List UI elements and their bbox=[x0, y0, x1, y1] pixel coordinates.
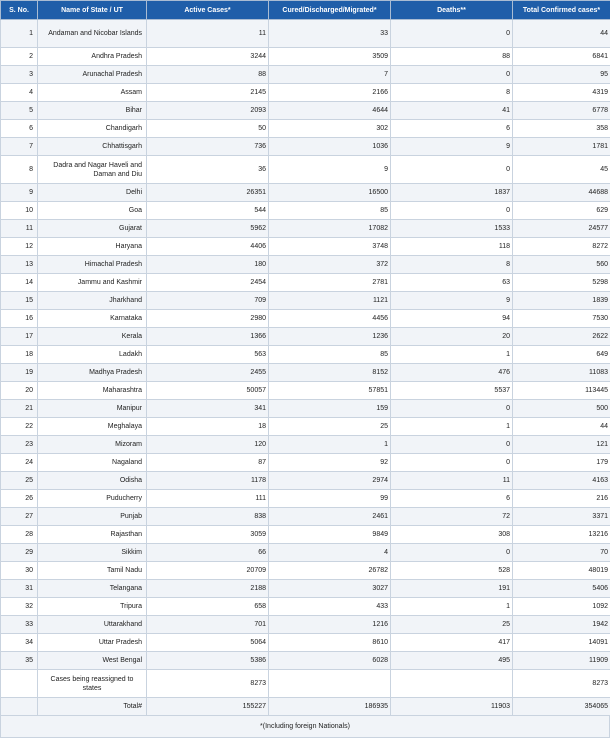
cell-deaths: 1 bbox=[391, 418, 513, 436]
cell-sno: 20 bbox=[1, 382, 38, 400]
cell-state: Rajasthan bbox=[38, 526, 147, 544]
cell-total: 1781 bbox=[513, 138, 610, 156]
cell-active: 18 bbox=[147, 418, 269, 436]
cell-state: Assam bbox=[38, 84, 147, 102]
cell-sno: 32 bbox=[1, 598, 38, 616]
cell-sno: 16 bbox=[1, 310, 38, 328]
cell-deaths: 417 bbox=[391, 634, 513, 652]
cell-active: 341 bbox=[147, 400, 269, 418]
cell-state: Tripura bbox=[38, 598, 147, 616]
table-row bbox=[1, 508, 610, 526]
cell-deaths: 0 bbox=[391, 20, 513, 48]
cell-active: 5064 bbox=[147, 634, 269, 652]
cell-state: Himachal Pradesh bbox=[38, 256, 147, 274]
cell-total: 11083 bbox=[513, 364, 610, 382]
header-total: Total Confirmed cases* bbox=[513, 1, 610, 20]
table-row bbox=[1, 202, 610, 220]
cell-state: Maharashtra bbox=[38, 382, 147, 400]
cell-total: 113445 bbox=[513, 382, 610, 400]
cell-active: 2188 bbox=[147, 580, 269, 598]
cell-total: 13216 bbox=[513, 526, 610, 544]
table-row bbox=[1, 256, 610, 274]
table-row bbox=[1, 238, 610, 256]
cell-deaths: 0 bbox=[391, 400, 513, 418]
cell-cured: 17082 bbox=[269, 220, 391, 238]
cell-sno: 33 bbox=[1, 616, 38, 634]
cell-cured: 25 bbox=[269, 418, 391, 436]
cell-total: 5298 bbox=[513, 274, 610, 292]
cell-cured: 16500 bbox=[269, 184, 391, 202]
cell-sno: 27 bbox=[1, 508, 38, 526]
cell-active: 120 bbox=[147, 436, 269, 454]
cell-cured: 1 bbox=[269, 436, 391, 454]
cell-state: Arunachal Pradesh bbox=[38, 66, 147, 84]
cell-sno: 30 bbox=[1, 562, 38, 580]
cell-total: 4163 bbox=[513, 472, 610, 490]
cell-cured: 302 bbox=[269, 120, 391, 138]
table-row bbox=[1, 616, 610, 634]
cell-sno: 3 bbox=[1, 66, 38, 84]
cell-total: 1839 bbox=[513, 292, 610, 310]
cell-deaths: 11903 bbox=[391, 698, 513, 716]
cell-state: Andaman and Nicobar Islands bbox=[38, 20, 147, 48]
table-row bbox=[1, 634, 610, 652]
cell-state: Delhi bbox=[38, 184, 147, 202]
cell-deaths: 5537 bbox=[391, 382, 513, 400]
cell-cured: 3748 bbox=[269, 238, 391, 256]
cell-cured: 85 bbox=[269, 202, 391, 220]
table-row bbox=[1, 544, 610, 562]
cell-sno bbox=[1, 698, 38, 716]
header-active: Active Cases* bbox=[147, 1, 269, 20]
cell-sno: 31 bbox=[1, 580, 38, 598]
cell-cured: 2781 bbox=[269, 274, 391, 292]
cell-state: Cases being reassigned to states bbox=[38, 670, 147, 698]
table-row bbox=[1, 184, 610, 202]
cell-sno: 15 bbox=[1, 292, 38, 310]
cell-deaths: 1837 bbox=[391, 184, 513, 202]
cell-active: 2145 bbox=[147, 84, 269, 102]
cell-active: 701 bbox=[147, 616, 269, 634]
cell-state: Punjab bbox=[38, 508, 147, 526]
cell-sno: 11 bbox=[1, 220, 38, 238]
cell-state: Haryana bbox=[38, 238, 147, 256]
table-body bbox=[1, 20, 610, 716]
cell-deaths: 94 bbox=[391, 310, 513, 328]
cell-deaths: 0 bbox=[391, 544, 513, 562]
cell-sno: 24 bbox=[1, 454, 38, 472]
table-row bbox=[1, 156, 610, 184]
cell-active: 180 bbox=[147, 256, 269, 274]
cell-active: 88 bbox=[147, 66, 269, 84]
cell-state: Uttar Pradesh bbox=[38, 634, 147, 652]
cell-deaths: 1 bbox=[391, 598, 513, 616]
cell-cured: 186935 bbox=[269, 698, 391, 716]
cell-total: 560 bbox=[513, 256, 610, 274]
cell-sno: 17 bbox=[1, 328, 38, 346]
cell-total: 44 bbox=[513, 418, 610, 436]
cell-cured: 8152 bbox=[269, 364, 391, 382]
cell-active: 20709 bbox=[147, 562, 269, 580]
cell-deaths: 528 bbox=[391, 562, 513, 580]
footnote: *(Including foreign Nationals) bbox=[0, 716, 610, 738]
table-row bbox=[1, 138, 610, 156]
cell-active: 50 bbox=[147, 120, 269, 138]
header-state: Name of State / UT bbox=[38, 1, 147, 20]
cell-sno: 19 bbox=[1, 364, 38, 382]
cell-deaths: 191 bbox=[391, 580, 513, 598]
cell-deaths bbox=[391, 670, 513, 698]
cell-sno: 34 bbox=[1, 634, 38, 652]
cell-total: 45 bbox=[513, 156, 610, 184]
cell-active: 709 bbox=[147, 292, 269, 310]
cell-active: 11 bbox=[147, 20, 269, 48]
cell-sno: 12 bbox=[1, 238, 38, 256]
cell-total: 358 bbox=[513, 120, 610, 138]
cell-active: 544 bbox=[147, 202, 269, 220]
table-row bbox=[1, 66, 610, 84]
cell-deaths: 20 bbox=[391, 328, 513, 346]
cell-deaths: 0 bbox=[391, 66, 513, 84]
cell-deaths: 495 bbox=[391, 652, 513, 670]
table-row bbox=[1, 382, 610, 400]
table-row bbox=[1, 346, 610, 364]
cell-cured: 92 bbox=[269, 454, 391, 472]
cell-total: 6778 bbox=[513, 102, 610, 120]
cell-active: 1178 bbox=[147, 472, 269, 490]
cell-total: 7530 bbox=[513, 310, 610, 328]
table-row bbox=[1, 292, 610, 310]
cell-state: Telangana bbox=[38, 580, 147, 598]
cell-sno: 10 bbox=[1, 202, 38, 220]
cell-active: 26351 bbox=[147, 184, 269, 202]
cell-active: 2093 bbox=[147, 102, 269, 120]
cell-state: Uttarakhand bbox=[38, 616, 147, 634]
cell-sno: 14 bbox=[1, 274, 38, 292]
cell-total: 8273 bbox=[513, 670, 610, 698]
cell-total: 6841 bbox=[513, 48, 610, 66]
cell-total: 354065 bbox=[513, 698, 610, 716]
cell-total: 14091 bbox=[513, 634, 610, 652]
table-row bbox=[1, 454, 610, 472]
cell-total: 95 bbox=[513, 66, 610, 84]
table-row bbox=[1, 120, 610, 138]
cell-total: 216 bbox=[513, 490, 610, 508]
header-deaths: Deaths** bbox=[391, 1, 513, 20]
cell-sno: 29 bbox=[1, 544, 38, 562]
total-row bbox=[1, 698, 610, 716]
cell-total: 1092 bbox=[513, 598, 610, 616]
cell-cured: 4456 bbox=[269, 310, 391, 328]
cell-sno: 18 bbox=[1, 346, 38, 364]
cell-cured: 26782 bbox=[269, 562, 391, 580]
cell-state: Madhya Pradesh bbox=[38, 364, 147, 382]
cell-deaths: 8 bbox=[391, 256, 513, 274]
cell-sno: 26 bbox=[1, 490, 38, 508]
cell-total: 179 bbox=[513, 454, 610, 472]
cell-sno: 9 bbox=[1, 184, 38, 202]
cell-state: Kerala bbox=[38, 328, 147, 346]
cell-cured: 7 bbox=[269, 66, 391, 84]
cell-cured: 4644 bbox=[269, 102, 391, 120]
cell-state: Nagaland bbox=[38, 454, 147, 472]
cell-deaths: 25 bbox=[391, 616, 513, 634]
cell-state: Meghalaya bbox=[38, 418, 147, 436]
cell-deaths: 9 bbox=[391, 292, 513, 310]
cell-cured: 433 bbox=[269, 598, 391, 616]
cell-total: 4319 bbox=[513, 84, 610, 102]
cell-total: 1942 bbox=[513, 616, 610, 634]
cell-cured: 1236 bbox=[269, 328, 391, 346]
cell-active: 2455 bbox=[147, 364, 269, 382]
cell-cured: 9 bbox=[269, 156, 391, 184]
table-row bbox=[1, 580, 610, 598]
cell-cured: 4 bbox=[269, 544, 391, 562]
cell-total: 649 bbox=[513, 346, 610, 364]
cell-sno: 21 bbox=[1, 400, 38, 418]
cell-active: 1366 bbox=[147, 328, 269, 346]
cell-cured: 9849 bbox=[269, 526, 391, 544]
table-row bbox=[1, 364, 610, 382]
cell-active: 2980 bbox=[147, 310, 269, 328]
cell-state: Mizoram bbox=[38, 436, 147, 454]
cell-cured: 159 bbox=[269, 400, 391, 418]
cell-state: Chhattisgarh bbox=[38, 138, 147, 156]
table-row bbox=[1, 418, 610, 436]
table-row bbox=[1, 526, 610, 544]
cell-state: Total# bbox=[38, 698, 147, 716]
cell-active: 3059 bbox=[147, 526, 269, 544]
cell-deaths: 308 bbox=[391, 526, 513, 544]
cell-sno: 8 bbox=[1, 156, 38, 184]
cell-active: 2454 bbox=[147, 274, 269, 292]
table-row bbox=[1, 274, 610, 292]
cell-deaths: 88 bbox=[391, 48, 513, 66]
table-row bbox=[1, 490, 610, 508]
cell-total: 24577 bbox=[513, 220, 610, 238]
cell-cured: 372 bbox=[269, 256, 391, 274]
table-row bbox=[1, 562, 610, 580]
cell-state: Sikkim bbox=[38, 544, 147, 562]
cell-cured: 6028 bbox=[269, 652, 391, 670]
cell-deaths: 41 bbox=[391, 102, 513, 120]
cell-deaths: 6 bbox=[391, 120, 513, 138]
cell-total: 44688 bbox=[513, 184, 610, 202]
cell-cured: 2166 bbox=[269, 84, 391, 102]
cell-active: 5386 bbox=[147, 652, 269, 670]
cell-active: 8273 bbox=[147, 670, 269, 698]
cell-deaths: 1533 bbox=[391, 220, 513, 238]
cell-active: 658 bbox=[147, 598, 269, 616]
cell-state: Jammu and Kashmir bbox=[38, 274, 147, 292]
cell-cured: 1036 bbox=[269, 138, 391, 156]
cell-deaths: 0 bbox=[391, 454, 513, 472]
cell-state: Manipur bbox=[38, 400, 147, 418]
cell-sno: 5 bbox=[1, 102, 38, 120]
cell-state: Goa bbox=[38, 202, 147, 220]
cell-cured: 2461 bbox=[269, 508, 391, 526]
cell-state: Puducherry bbox=[38, 490, 147, 508]
cell-sno: 13 bbox=[1, 256, 38, 274]
cell-cured: 99 bbox=[269, 490, 391, 508]
cell-deaths: 118 bbox=[391, 238, 513, 256]
cell-sno: 1 bbox=[1, 20, 38, 48]
cell-sno: 35 bbox=[1, 652, 38, 670]
cell-sno bbox=[1, 670, 38, 698]
header-cured: Cured/Discharged/Migrated* bbox=[269, 1, 391, 20]
cell-deaths: 1 bbox=[391, 346, 513, 364]
table-row bbox=[1, 652, 610, 670]
cell-active: 3244 bbox=[147, 48, 269, 66]
cell-total: 3371 bbox=[513, 508, 610, 526]
cell-cured: 57851 bbox=[269, 382, 391, 400]
table-header-row bbox=[1, 1, 610, 20]
cell-active: 563 bbox=[147, 346, 269, 364]
cell-sno: 7 bbox=[1, 138, 38, 156]
table-row bbox=[1, 472, 610, 490]
cell-state: Odisha bbox=[38, 472, 147, 490]
header-sno: S. No. bbox=[1, 1, 38, 20]
table-row bbox=[1, 220, 610, 238]
cell-state: Gujarat bbox=[38, 220, 147, 238]
cell-active: 50057 bbox=[147, 382, 269, 400]
cell-active: 4406 bbox=[147, 238, 269, 256]
reassigned-row bbox=[1, 670, 610, 698]
table-row bbox=[1, 328, 610, 346]
cell-state: Karnataka bbox=[38, 310, 147, 328]
cell-sno: 2 bbox=[1, 48, 38, 66]
cell-cured: 2974 bbox=[269, 472, 391, 490]
cell-cured: 85 bbox=[269, 346, 391, 364]
table-row bbox=[1, 102, 610, 120]
table-row bbox=[1, 598, 610, 616]
cell-cured bbox=[269, 670, 391, 698]
cell-deaths: 9 bbox=[391, 138, 513, 156]
table-row bbox=[1, 310, 610, 328]
cell-total: 44 bbox=[513, 20, 610, 48]
cell-cured: 1121 bbox=[269, 292, 391, 310]
cell-active: 155227 bbox=[147, 698, 269, 716]
cell-deaths: 11 bbox=[391, 472, 513, 490]
cell-deaths: 8 bbox=[391, 84, 513, 102]
cell-sno: 22 bbox=[1, 418, 38, 436]
cell-total: 5406 bbox=[513, 580, 610, 598]
table-row bbox=[1, 84, 610, 102]
cell-total: 8272 bbox=[513, 238, 610, 256]
cell-total: 11909 bbox=[513, 652, 610, 670]
table-row bbox=[1, 436, 610, 454]
cell-total: 121 bbox=[513, 436, 610, 454]
cell-total: 48019 bbox=[513, 562, 610, 580]
cell-cured: 33 bbox=[269, 20, 391, 48]
cell-deaths: 0 bbox=[391, 202, 513, 220]
table-row bbox=[1, 400, 610, 418]
cell-deaths: 0 bbox=[391, 436, 513, 454]
cell-sno: 4 bbox=[1, 84, 38, 102]
cell-state: Jharkhand bbox=[38, 292, 147, 310]
cell-cured: 1216 bbox=[269, 616, 391, 634]
cell-sno: 25 bbox=[1, 472, 38, 490]
cell-state: Ladakh bbox=[38, 346, 147, 364]
cell-total: 629 bbox=[513, 202, 610, 220]
cell-sno: 6 bbox=[1, 120, 38, 138]
cell-state: Chandigarh bbox=[38, 120, 147, 138]
cell-sno: 28 bbox=[1, 526, 38, 544]
cell-state: Dadra and Nagar Haveli and Daman and Diu bbox=[38, 156, 147, 184]
cell-cured: 8610 bbox=[269, 634, 391, 652]
cell-active: 736 bbox=[147, 138, 269, 156]
cell-state: Andhra Pradesh bbox=[38, 48, 147, 66]
cell-state: West Bengal bbox=[38, 652, 147, 670]
table-row bbox=[1, 20, 610, 48]
cell-cured: 3509 bbox=[269, 48, 391, 66]
cell-active: 5962 bbox=[147, 220, 269, 238]
cell-deaths: 63 bbox=[391, 274, 513, 292]
cell-deaths: 476 bbox=[391, 364, 513, 382]
cell-active: 111 bbox=[147, 490, 269, 508]
cell-deaths: 6 bbox=[391, 490, 513, 508]
cell-total: 500 bbox=[513, 400, 610, 418]
cell-deaths: 0 bbox=[391, 156, 513, 184]
cell-sno: 23 bbox=[1, 436, 38, 454]
cell-active: 66 bbox=[147, 544, 269, 562]
cell-total: 2622 bbox=[513, 328, 610, 346]
cell-deaths: 72 bbox=[391, 508, 513, 526]
cell-cured: 3027 bbox=[269, 580, 391, 598]
table-row bbox=[1, 48, 610, 66]
cell-active: 36 bbox=[147, 156, 269, 184]
cell-total: 70 bbox=[513, 544, 610, 562]
cell-active: 87 bbox=[147, 454, 269, 472]
cell-state: Bihar bbox=[38, 102, 147, 120]
cell-state: Tamil Nadu bbox=[38, 562, 147, 580]
cell-active: 838 bbox=[147, 508, 269, 526]
